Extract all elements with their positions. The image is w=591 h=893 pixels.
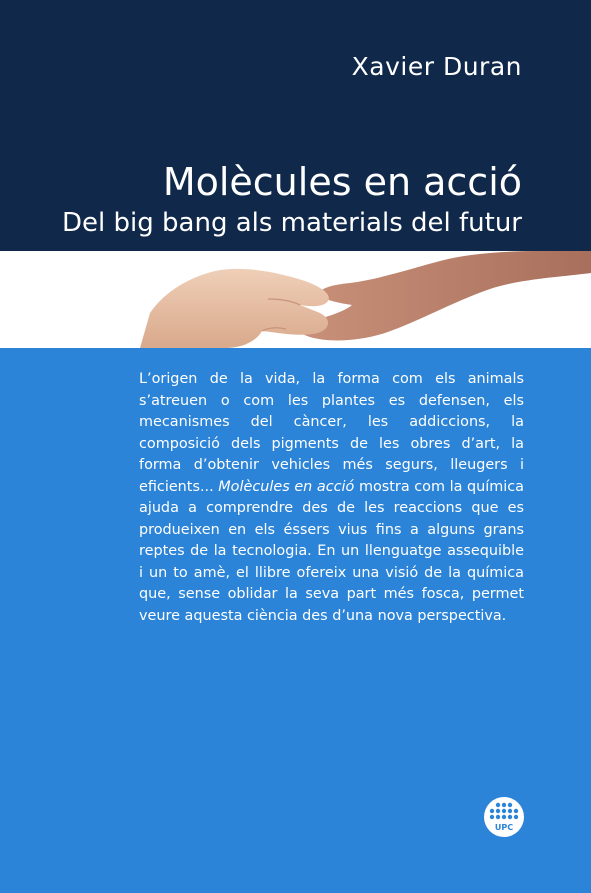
upc-logo-icon	[484, 797, 524, 837]
right-hand	[300, 251, 591, 340]
blurb-text-end: mostra com la química ajuda a comprendre des de les reaccions que es produeixen en els éssers vius fins a alguns grans reptes de la tecnologia. En un llenguatge assequible i un to amè, el llibre ofereix una visió de la química que, sense oblidar la seva part més fosca, permet veure aquesta ciència des d’una nova perspectiva.	[139, 478, 524, 624]
left-hand	[140, 269, 329, 348]
title-band	[0, 0, 591, 251]
hands-illustration	[0, 251, 591, 348]
blurb-text-start: L’origen de la vida, la forma com els animals s’atreuen o com les plantes es defensen, els mecanismes del càncer, les addiccions, la composició dels pigments de les obres d’art, la forma d’obtenir vehicles més segurs, lleugers i eficients...	[139, 371, 524, 495]
back-cover-blurb	[139, 369, 524, 627]
hands-photo	[0, 251, 591, 348]
author-name: Xavier Duran	[351, 52, 522, 81]
blurb-book-title: Molècules en acció	[218, 478, 355, 495]
book-subtitle: Del big bang als materials del futur	[62, 208, 522, 238]
book-title: Molècules en acció	[162, 160, 522, 204]
upc-logo-text: UPC	[494, 823, 514, 832]
